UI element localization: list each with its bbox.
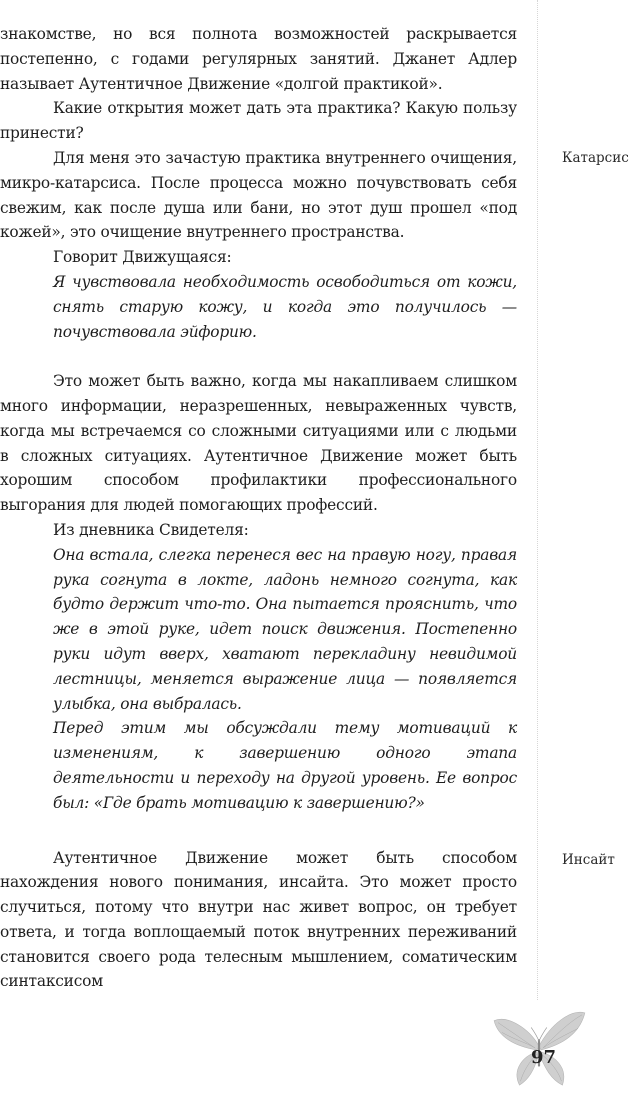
quote-mover: Я чувствовала необходимость освободиться от кожи, снять старую кожу, и когда это получилось — почувствовала эйфорию. bbox=[53, 272, 517, 341]
paragraph-witness-intro: Из дневника Свидетеля: bbox=[53, 520, 249, 539]
paragraph-burnout: Это может быть важно, когда мы накапливаем слишком много информации, неразрешенных, невыраженных чувств, когда мы встречаемся со сложными ситуациями или с людьми в сложных ситуациях. Аутентичное Движение может быть хорошим способом профилактики профессионального выгорания для людей помогающих профессий. bbox=[0, 372, 517, 515]
paragraph-mover-intro: Говорит Движущаяся: bbox=[53, 248, 232, 267]
paragraph-question: Какие открытия может дать эта практика? Какую пользу принести? bbox=[0, 99, 517, 143]
paragraph-gap bbox=[0, 816, 517, 846]
quote-motivation: Перед этим мы обсуждали тему мотиваций к изменениям, к завершению одного этапа деятельности и переходу на другой уровень. Ее вопрос был: «Где брать мотивацию к завершению?» bbox=[53, 719, 517, 812]
paragraph-gap bbox=[0, 344, 517, 369]
paragraph-adler: знакомстве, но вся полнота возможностей раскрывается постепенно, с годами регулярных занятий. Джанет Адлер называет Аутентичное Движение «долгой практикой». bbox=[0, 25, 517, 93]
paragraph-insight: Аутентичное Движение может быть способом нахождения нового понимания, инсайта. Это может просто случиться, потому что внутри нас живет вопрос, он требует ответа, и тогда воплощаемый поток внутренних переживаний становится своего рода телесным мышлением, соматическим синтаксисом bbox=[0, 848, 517, 991]
page-number: 97 bbox=[531, 1047, 557, 1068]
main-text-column bbox=[0, 22, 517, 994]
sidenote-insight: Инсайт bbox=[562, 852, 615, 868]
quote-witness-diary: Она встала, слегка перенеся вес на правую ногу, правая рука согнута в локте, ладонь немного согнута, как будто держит что-то. Она пытается прояснить, что же в этой руке, идет поиск движения. Постепенно руки идут вверх, хватают перекладину невидимой лестницы, меняется выражение лица — появляется улыбка, она выбралась. bbox=[53, 545, 517, 713]
paragraph-katarsis: Для меня это зачастую практика внутреннего очищения, микро-катарсиса. После процесса можно почувствовать себя свежим, как после душа или бани, но этот душ прошел «под кожей», это очищение внутреннего пространства. bbox=[0, 148, 517, 242]
margin-rule bbox=[537, 0, 538, 1000]
sidenote-katarsis: Катарсис bbox=[562, 150, 629, 166]
